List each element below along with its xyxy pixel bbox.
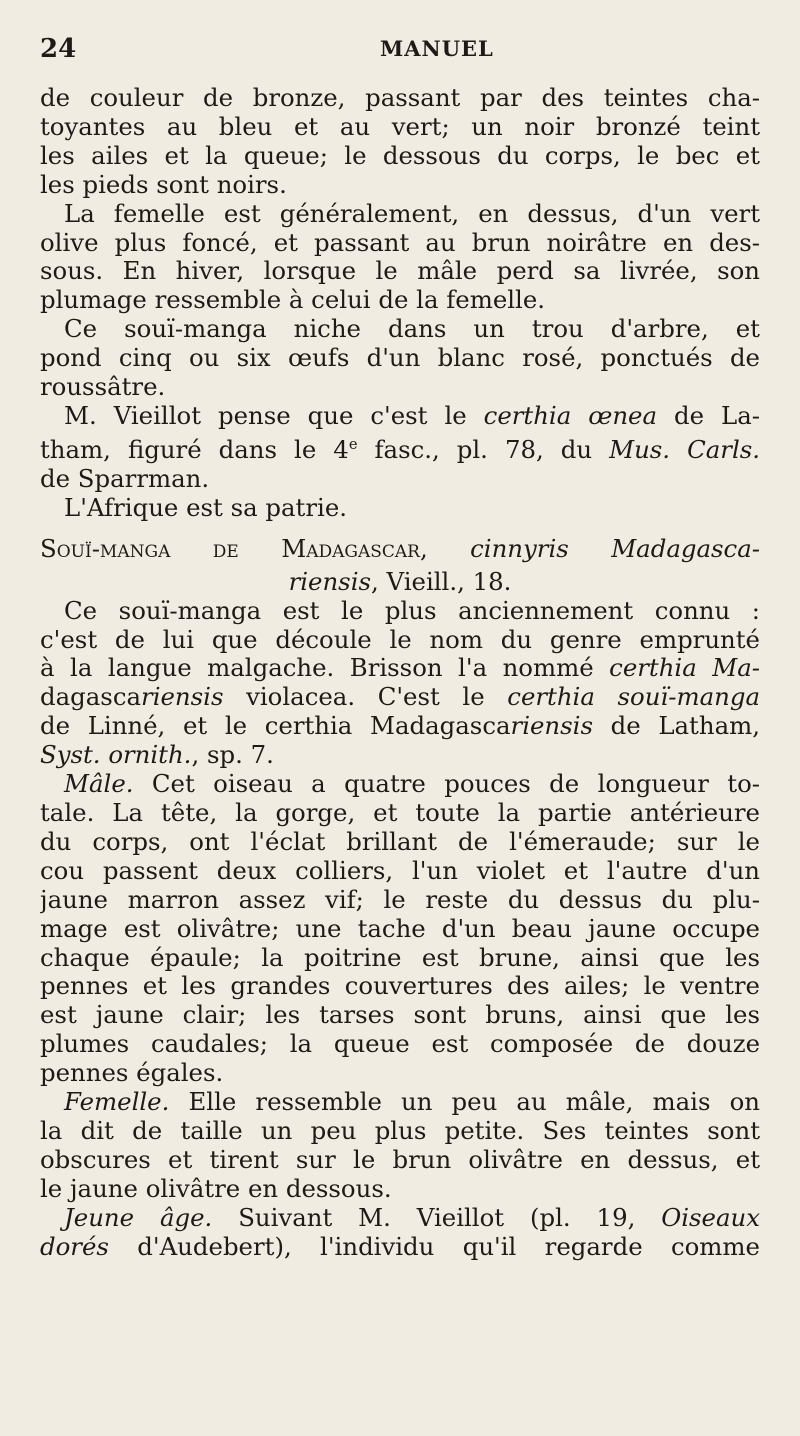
- text-line: de Linné, et le certhia Madagascariensis de Latham,: [40, 712, 760, 741]
- text-line: les ailes et la queue; le dessous du corps, le bec et: [40, 141, 760, 170]
- text-line: sous. En hiver, lorsque le mâle perd sa livrée, son: [40, 257, 760, 286]
- text-line: obscures et tirent sur le brun olivâtre en dessus, et: [40, 1145, 760, 1174]
- section-heading-cont: riensis, Vieill., 18.: [288, 567, 512, 596]
- text-line: Jeune âge. Suivant M. Vieillot (pl. 19, Oiseaux: [64, 1203, 760, 1232]
- page-number: 24: [40, 34, 77, 64]
- text-line: plumes caudales; la queue est composée de douze: [40, 1030, 760, 1059]
- body-text: [40, 84, 760, 1261]
- text-line: pennes égales.: [40, 1059, 224, 1088]
- text-line: la dit de taille un peu plus petite. Ses teintes sont: [40, 1116, 760, 1145]
- running-title: MANUEL: [380, 36, 494, 61]
- text-line: du corps, ont l'éclat brillant de l'émeraude; sur le: [40, 827, 760, 856]
- text-line: c'est de lui que découle le nom du genre emprunté: [40, 625, 760, 654]
- text-line: mage est olivâtre; une tache d'un beau jaune occupe: [40, 914, 760, 943]
- text-line: plumage ressemble à celui de la femelle.: [40, 286, 546, 315]
- text-line: olive plus foncé, et passant au brun noirâtre en des-: [40, 228, 760, 257]
- text-line: dorés d'Audebert), l'individu qu'il regarde comme: [40, 1232, 760, 1261]
- text-line: Ce souï-manga est le plus anciennement connu :: [64, 596, 760, 625]
- text-line: dagascariensis violacea. C'est le certhia souï-manga: [40, 683, 760, 712]
- text-line: les pieds sont noirs.: [40, 170, 287, 199]
- text-line: à la langue malgache. Brisson l'a nommé certhia Ma-: [40, 654, 760, 683]
- text-line: cou passent deux colliers, l'un violet et l'autre d'un: [40, 856, 760, 885]
- text-line: toyantes au bleu et au vert; un noir bronzé teint: [40, 112, 760, 141]
- text-line: Syst. ornith., sp. 7.: [40, 741, 274, 770]
- text-line: le jaune olivâtre en dessous.: [40, 1174, 392, 1203]
- text-line: L'Afrique est sa patrie.: [64, 493, 348, 522]
- text-line: Mâle. Cet oiseau a quatre pouces de longueur to-: [64, 770, 760, 799]
- text-line: tham, figuré dans le 4e fasc., pl. 78, du Mus. Carls.: [40, 435, 760, 464]
- text-line: Ce souï-manga niche dans un trou d'arbre, et: [64, 315, 760, 344]
- text-line: Femelle. Elle ressemble un peu au mâle, mais on: [64, 1088, 760, 1117]
- page-header: [40, 34, 740, 68]
- text-line: roussâtre.: [40, 373, 166, 402]
- text-line: pennes et les grandes couvertures des ailes; le ventre: [40, 972, 760, 1001]
- text-line: M. Vieillot pense que c'est le certhia œnea de La-: [64, 401, 760, 430]
- text-line: tale. La tête, la gorge, et toute la partie antérieure: [40, 798, 760, 827]
- text-line: jaune marron assez vif; le reste du dessus du plu-: [40, 885, 760, 914]
- text-line: La femelle est généralement, en dessus, d'un vert: [64, 199, 760, 228]
- text-line: de Sparrman.: [40, 464, 210, 493]
- text-line: est jaune clair; les tarses sont bruns, ainsi que les: [40, 1001, 760, 1030]
- section-heading: Souï-manga de Madagascar, cinnyris Madagasca-: [40, 533, 760, 563]
- text-line: pond cinq ou six œufs d'un blanc rosé, ponctués de: [40, 344, 760, 373]
- text-line: de couleur de bronze, passant par des teintes cha-: [40, 84, 760, 112]
- text-line: chaque épaule; la poitrine est brune, ainsi que les: [40, 943, 760, 972]
